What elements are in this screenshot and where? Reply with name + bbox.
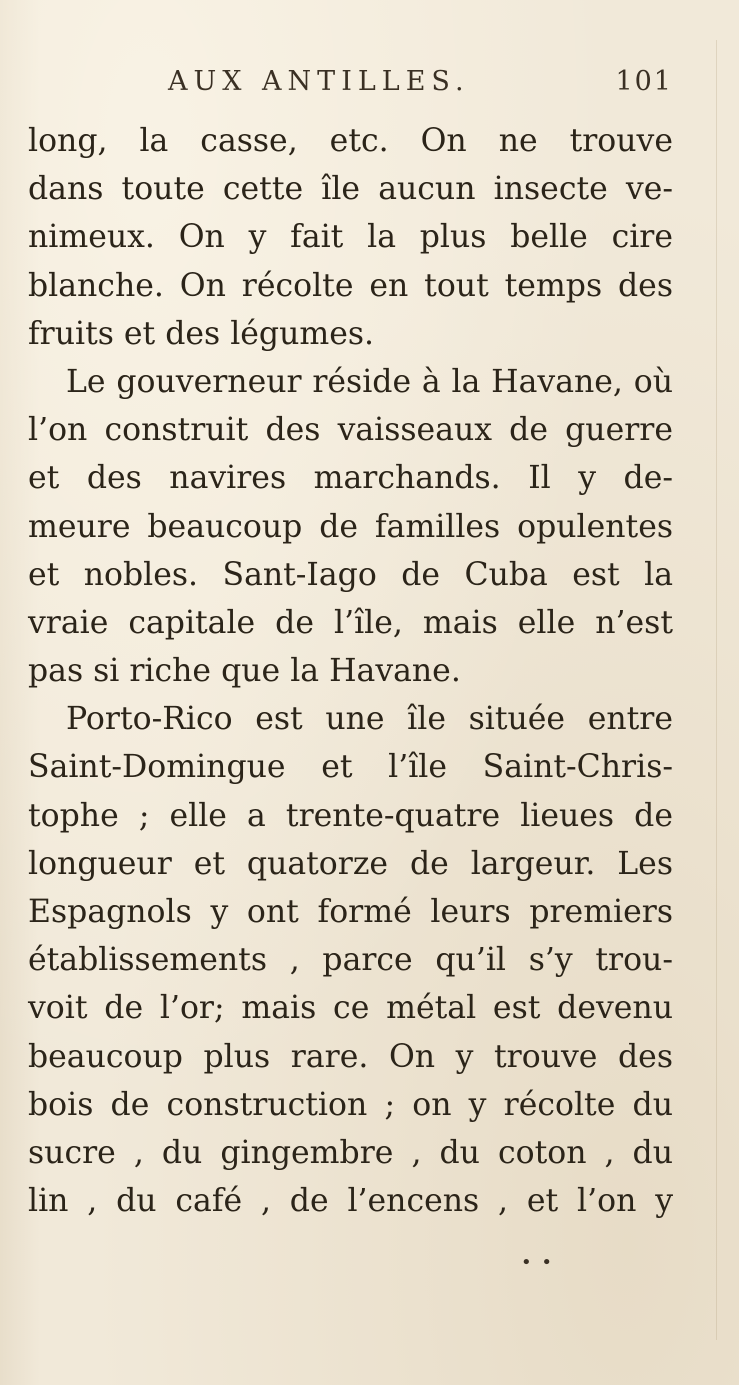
text-line: longueur et quatorze de largeur. Les xyxy=(28,845,673,882)
running-title: AUX ANTILLES. xyxy=(168,66,470,97)
text-line: tophe ; elle a trente-quatre lieues de xyxy=(28,797,673,834)
text-line: Saint-Domingue et l’île Saint-Chris- xyxy=(28,749,673,786)
text-line: bois de construction ; on y récolte du xyxy=(28,1086,673,1123)
text-line: fruits et des légumes. xyxy=(28,315,375,352)
text-line: pas si riche que la Havane. xyxy=(28,653,461,690)
text-line: blanche. On récolte en tout temps des xyxy=(28,267,673,304)
running-head xyxy=(28,66,673,106)
signature-mark: • • xyxy=(521,1252,554,1273)
text-line: nimeux. On y fait la plus belle cire xyxy=(28,219,673,256)
text-line: beaucoup plus rare. On y trouve des xyxy=(28,1038,673,1075)
text-line: Espagnols y ont formé leurs premiers xyxy=(28,894,673,930)
text-line: lin , du café , de l’encens , et l’on y xyxy=(28,1183,673,1220)
text-line: et des navires marchands. Il y de- xyxy=(28,460,673,497)
paragraph-start-line: Porto-Rico est une île située entre xyxy=(66,701,673,738)
text-line: dans toute cette île aucun insecte ve- xyxy=(28,171,673,208)
text-line: long, la casse, etc. On ne trouve xyxy=(28,123,673,159)
text-line: voit de l’or; mais ce métal est devenu xyxy=(28,990,673,1027)
text-line: l’on construit des vaisseaux de guerre xyxy=(28,412,673,449)
paragraph-start-line: Le gouverneur réside à la Havane, où xyxy=(66,363,673,400)
text-line: établissements , parce qu’il s’y trou- xyxy=(28,942,673,979)
text-line: et nobles. Sant-Iago de Cuba est la xyxy=(28,556,673,593)
text-line: meure beaucoup de familles opulentes xyxy=(28,508,673,545)
text-line: vraie capitale de l’île, mais elle n’est xyxy=(28,604,673,641)
page-number: 101 xyxy=(615,66,673,97)
page-edge-shadow xyxy=(716,40,717,1340)
body-text xyxy=(28,117,673,1225)
text-line: sucre , du gingembre , du coton , du xyxy=(28,1134,673,1171)
